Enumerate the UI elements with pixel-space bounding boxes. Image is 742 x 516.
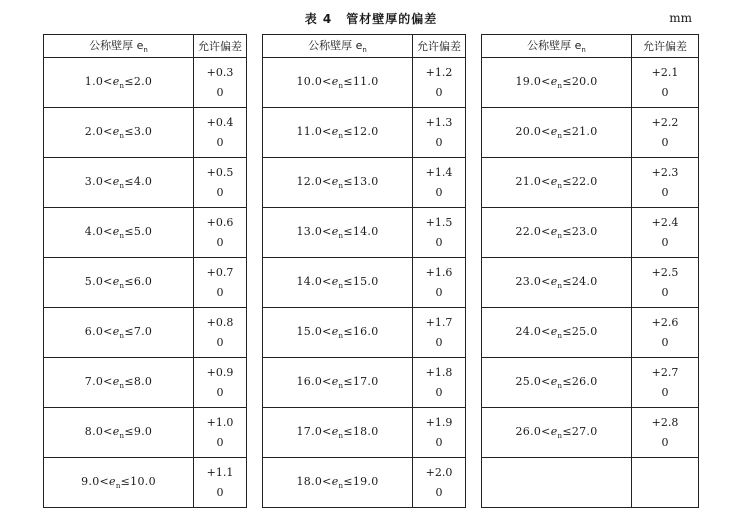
tolerance-lower: 0 [216, 85, 224, 99]
header-tolerance: 允许偏差 [632, 35, 699, 58]
table-caption [0, 10, 742, 27]
tolerance-cell [413, 358, 466, 408]
tolerance-cell [632, 408, 699, 458]
tolerance-upper: +1.4 [425, 165, 453, 179]
tolerance-lower: 0 [661, 135, 669, 149]
thickness-range-cell: $20.0<e_n\le 21.0$ [482, 108, 632, 158]
tolerance-upper: +0.8 [206, 315, 234, 329]
tolerance-upper: +0.3 [206, 65, 234, 79]
header-thickness: 公称壁厚 $e_n$ [482, 35, 632, 58]
tolerance-upper: +2.3 [651, 165, 679, 179]
tolerance-lower: 0 [216, 235, 224, 249]
header-tolerance: 允许偏差 [194, 35, 247, 58]
thickness-range-cell: $13.0<e_n\le 14.0$ [263, 208, 413, 258]
tolerance-cell [194, 208, 247, 258]
tolerance-upper: +0.5 [206, 165, 234, 179]
column-gap [466, 35, 482, 58]
thickness-range-cell: $25.0<e_n\le 26.0$ [482, 358, 632, 408]
thickness-range-cell: $11.0<e_n\le 12.0$ [263, 108, 413, 158]
column-gap [466, 208, 482, 258]
header-tolerance: 允许偏差 [413, 35, 466, 58]
tolerance-cell [632, 58, 699, 108]
tolerance-lower: 0 [435, 385, 443, 399]
header-thickness: 公称壁厚 $e_n$ [263, 35, 413, 58]
tolerance-cell [194, 408, 247, 458]
tolerance-upper: +1.9 [425, 415, 453, 429]
thickness-range-cell: $4.0<e_n\le 5.0$ [44, 208, 194, 258]
tolerance-cell [632, 108, 699, 158]
table-row [44, 458, 699, 508]
table-row [44, 258, 699, 308]
tolerance-cell [632, 308, 699, 358]
tolerance-lower: 0 [216, 485, 224, 499]
tolerance-cell [194, 108, 247, 158]
tolerance-upper: +2.0 [425, 465, 453, 479]
table-row [44, 308, 699, 358]
tolerance-upper: +0.6 [206, 215, 234, 229]
column-gap [247, 208, 263, 258]
thickness-range-cell: $24.0<e_n\le 25.0$ [482, 308, 632, 358]
tolerance-upper: +1.7 [425, 315, 453, 329]
tolerance-cell [632, 208, 699, 258]
tolerance-lower: 0 [661, 285, 669, 299]
thickness-range-cell: $21.0<e_n\le 22.0$ [482, 158, 632, 208]
thickness-range-cell: $2.0<e_n\le 3.0$ [44, 108, 194, 158]
thickness-range-cell: $22.0<e_n\le 23.0$ [482, 208, 632, 258]
tolerance-cell [194, 158, 247, 208]
thickness-range-cell: $17.0<e_n\le 18.0$ [263, 408, 413, 458]
tolerance-upper: +2.6 [651, 315, 679, 329]
tolerance-upper: +0.4 [206, 115, 234, 129]
tolerance-upper: +0.7 [206, 265, 234, 279]
tolerance-cell [194, 308, 247, 358]
column-gap [247, 108, 263, 158]
thickness-range-cell: $7.0<e_n\le 8.0$ [44, 358, 194, 408]
thickness-range-cell: $14.0<e_n\le 15.0$ [263, 258, 413, 308]
thickness-range-cell: $8.0<e_n\le 9.0$ [44, 408, 194, 458]
table-row [44, 358, 699, 408]
tolerance-lower: 0 [435, 285, 443, 299]
header-thickness: 公称壁厚 $e_n$ [44, 35, 194, 58]
tolerance-cell [632, 358, 699, 408]
thickness-tolerance-table [43, 34, 699, 508]
tolerance-lower: 0 [216, 435, 224, 449]
column-gap [466, 358, 482, 408]
table-row [44, 108, 699, 158]
tolerance-lower: 0 [435, 435, 443, 449]
table-body [44, 58, 699, 508]
tolerance-cell [413, 158, 466, 208]
thickness-range-cell [482, 458, 632, 508]
tolerance-cell [413, 408, 466, 458]
tolerance-cell [413, 308, 466, 358]
tolerance-cell [632, 158, 699, 208]
thickness-range-cell: $10.0<e_n\le 11.0$ [263, 58, 413, 108]
tolerance-cell [413, 58, 466, 108]
tolerance-upper: +1.0 [206, 415, 234, 429]
column-gap [247, 58, 263, 108]
thickness-range-cell: $15.0<e_n\le 16.0$ [263, 308, 413, 358]
thickness-range-cell: $23.0<e_n\le 24.0$ [482, 258, 632, 308]
thickness-range-cell: $3.0<e_n\le 4.0$ [44, 158, 194, 208]
tolerance-cell [413, 458, 466, 508]
thickness-range-cell: $5.0<e_n\le 6.0$ [44, 258, 194, 308]
thickness-range-cell: $19.0<e_n\le 20.0$ [482, 58, 632, 108]
tolerance-upper: +1.3 [425, 115, 453, 129]
table-row [44, 408, 699, 458]
tolerance-cell [194, 258, 247, 308]
tolerance-upper: +2.7 [651, 365, 679, 379]
tolerance-lower: 0 [216, 135, 224, 149]
table-row [44, 58, 699, 108]
thickness-range-cell: $16.0<e_n\le 17.0$ [263, 358, 413, 408]
tolerance-lower: 0 [216, 335, 224, 349]
tolerance-cell [194, 58, 247, 108]
tolerance-upper: +1.6 [425, 265, 453, 279]
tolerance-lower: 0 [435, 335, 443, 349]
tolerance-cell [413, 208, 466, 258]
table-title: 管材壁厚的偏差 [346, 12, 438, 26]
tolerance-lower: 0 [661, 85, 669, 99]
column-gap [247, 358, 263, 408]
tolerance-cell [413, 108, 466, 158]
column-gap [247, 408, 263, 458]
column-gap [466, 308, 482, 358]
column-gap [466, 258, 482, 308]
thickness-range-cell: $9.0<e_n\le 10.0$ [44, 458, 194, 508]
tolerance-upper: +1.1 [206, 465, 234, 479]
thickness-range-cell: $6.0<e_n\le 7.0$ [44, 308, 194, 358]
column-gap [247, 158, 263, 208]
tolerance-upper: +2.2 [651, 115, 679, 129]
tolerance-upper: +1.2 [425, 65, 453, 79]
column-gap [466, 58, 482, 108]
tolerance-lower: 0 [216, 185, 224, 199]
column-gap [466, 108, 482, 158]
tolerance-cell [194, 458, 247, 508]
tolerance-lower: 0 [435, 85, 443, 99]
column-gap [466, 458, 482, 508]
table-row [44, 158, 699, 208]
tolerance-upper: +0.9 [206, 365, 234, 379]
tolerance-lower: 0 [216, 285, 224, 299]
column-gap [247, 458, 263, 508]
tolerance-lower: 0 [661, 235, 669, 249]
unit-label: mm [669, 11, 692, 25]
table-number: 表 4 [304, 12, 333, 26]
thickness-range-cell: $12.0<e_n\le 13.0$ [263, 158, 413, 208]
thickness-range-cell: $18.0<e_n\le 19.0$ [263, 458, 413, 508]
tolerance-lower: 0 [216, 385, 224, 399]
tolerance-lower: 0 [661, 185, 669, 199]
tolerance-upper: +2.5 [651, 265, 679, 279]
table-row [44, 208, 699, 258]
column-gap [247, 308, 263, 358]
tolerance-lower: 0 [435, 485, 443, 499]
header-row [44, 35, 699, 58]
thickness-range-cell: $26.0<e_n\le 27.0$ [482, 408, 632, 458]
tolerance-cell [413, 258, 466, 308]
tolerance-lower: 0 [435, 185, 443, 199]
tolerance-upper: +2.8 [651, 415, 679, 429]
column-gap [466, 158, 482, 208]
tolerance-lower: 0 [661, 435, 669, 449]
tolerance-cell [194, 358, 247, 408]
tolerance-upper: +2.4 [651, 215, 679, 229]
tolerance-lower: 0 [435, 135, 443, 149]
tolerance-lower: 0 [435, 235, 443, 249]
tolerance-lower: 0 [661, 385, 669, 399]
tolerance-upper: +1.5 [425, 215, 453, 229]
tolerance-lower: 0 [661, 335, 669, 349]
tolerance-upper: +2.1 [651, 65, 679, 79]
tolerance-cell [632, 458, 699, 508]
tolerance-cell [632, 258, 699, 308]
tolerance-upper: +1.8 [425, 365, 453, 379]
column-gap [247, 258, 263, 308]
column-gap [247, 35, 263, 58]
column-gap [466, 408, 482, 458]
thickness-range-cell: $1.0<e_n\le 2.0$ [44, 58, 194, 108]
